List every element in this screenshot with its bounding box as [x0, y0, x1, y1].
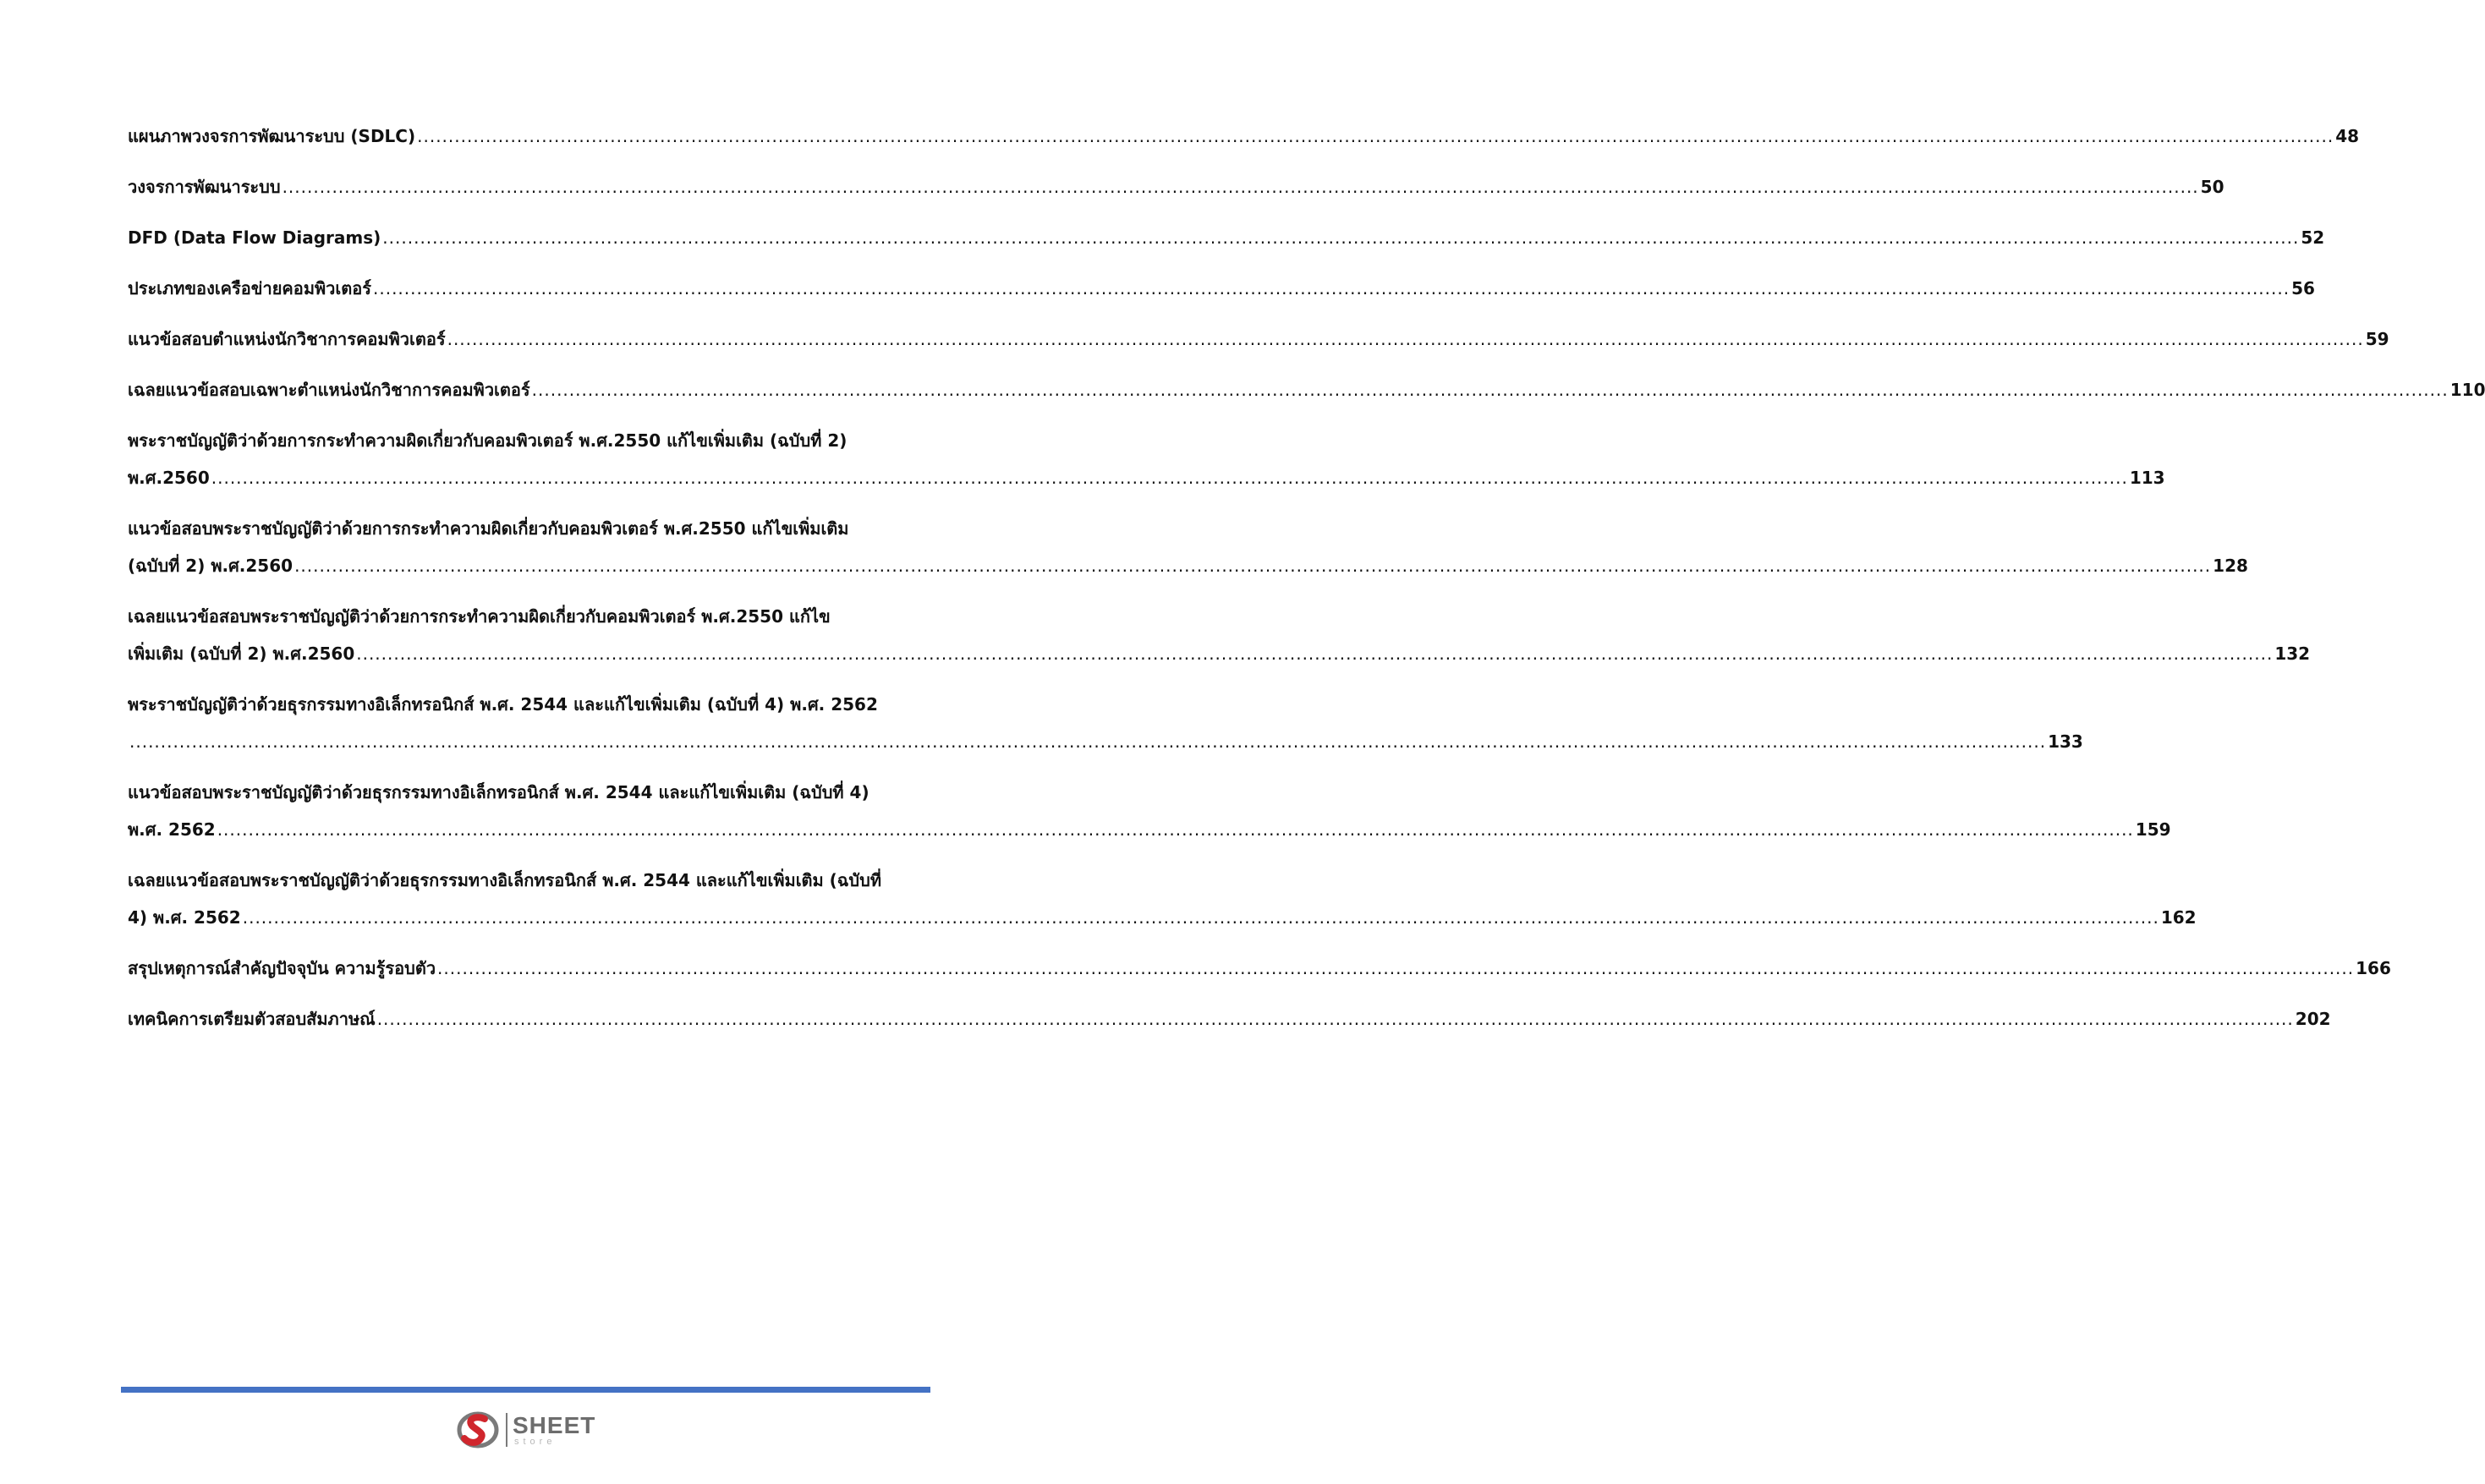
toc-entry-page: 50 — [2200, 177, 2224, 197]
toc-entry[interactable] — [128, 514, 2248, 602]
sheet-store-logo-mark-icon — [457, 1410, 499, 1450]
dot-leader — [437, 954, 2354, 983]
toc-entry[interactable] — [128, 325, 2389, 375]
toc-entry-page: 159 — [2135, 819, 2171, 840]
toc-entry-title: เทคนิคการเตรียมตัวสอบสัมภาษณ์ — [128, 1009, 376, 1029]
toc-entry-title: เพิ่มเติม (ฉบับที่ 2) พ.ศ.2560 — [128, 643, 355, 664]
toc-entry-title: (ฉบับที่ 2) พ.ศ.2560 — [128, 556, 293, 576]
dot-leader — [217, 815, 2134, 844]
toc-entry[interactable] — [128, 375, 2485, 426]
toc-entry-title-line: พระราชบัญญัติว่าด้วยธุรกรรมทางอิเล็กทรอนิกส์ พ.ศ. 2544 และแก้ไขเพิ่มเติม (ฉบับที่ 4) พ.ศ. 2562 — [128, 694, 878, 715]
toc-entry-title-line: เฉลยแนวข้อสอบพระราชบัญญัติว่าด้วยการกระทำความผิดเกี่ยวกับคอมพิวเตอร์ พ.ศ.2550 แก้ไข — [128, 606, 831, 627]
toc-entry-title-line: แนวข้อสอบพระราชบัญญัติว่าด้วยการกระทำความผิดเกี่ยวกับคอมพิวเตอร์ พ.ศ.2550 แก้ไขเพิ่มเติม — [128, 518, 849, 539]
dot-leader — [356, 639, 2273, 668]
toc-entry-title: 4) พ.ศ. 2562 — [128, 907, 241, 928]
toc-entry-title-line: พระราชบัญญัติว่าด้วยการกระทำความผิดเกี่ยวกับคอมพิวเตอร์ พ.ศ.2550 แก้ไขเพิ่มเติม (ฉบับที่ 2) — [128, 430, 848, 451]
toc-entry[interactable] — [128, 602, 2311, 690]
toc-entry[interactable] — [128, 223, 2325, 274]
toc-entry-title: พ.ศ.2560 — [128, 468, 210, 488]
toc-entry-page: 202 — [2295, 1009, 2331, 1029]
toc-entry-title: แผนภาพวงจรการพัฒนาระบบ (SDLC) — [128, 126, 416, 146]
toc-entry[interactable] — [128, 690, 2083, 778]
dot-leader — [243, 903, 2159, 932]
toc-entry[interactable] — [128, 1005, 2331, 1055]
toc-entry-title-line: แนวข้อสอบพระราชบัญญัติว่าด้วยธุรกรรมทางอิเล็กทรอนิกส์ พ.ศ. 2544 และแก้ไขเพิ่มเติม (ฉบับที่ 4) — [128, 782, 869, 802]
toc-entry[interactable] — [128, 954, 2391, 1005]
toc-entry[interactable] — [128, 426, 2165, 514]
toc-entry-title: DFD (Data Flow Diagrams) — [128, 227, 381, 248]
footer-divider — [121, 1387, 930, 1393]
toc-entry-page: 113 — [2129, 468, 2165, 488]
toc-entry-title: สรุปเหตุการณ์สำคัญปัจจุบัน ความรู้รอบตัว — [128, 958, 436, 978]
toc-entry-page: 59 — [2365, 329, 2389, 349]
toc-entry-title: เฉลยแนวข้อสอบเฉพาะตำแหน่งนักวิชาการคอมพิวเตอร์ — [128, 380, 530, 400]
toc-entry-page: 110 — [2449, 380, 2485, 400]
toc-entry-page: 128 — [2213, 556, 2248, 576]
logo-word: SHEET — [513, 1411, 596, 1438]
toc-entry-page: 133 — [2048, 731, 2083, 752]
toc-entry-title: ประเภทของเครือข่ายคอมพิวเตอร์ — [128, 278, 371, 298]
dot-leader — [417, 122, 2334, 151]
dot-leader — [211, 463, 2128, 492]
logo-divider — [506, 1413, 507, 1447]
dot-leader — [377, 1005, 2294, 1033]
toc-entry[interactable] — [128, 122, 2360, 172]
table-of-contents — [128, 122, 2485, 1055]
toc-entry-page: 166 — [2356, 958, 2391, 978]
dot-leader — [129, 727, 2046, 756]
toc-entry-page: 162 — [2160, 907, 2197, 928]
toc-entry-page: 132 — [2274, 643, 2311, 664]
toc-entry[interactable] — [128, 778, 2171, 866]
toc-entry-page: 56 — [2291, 278, 2315, 298]
sheet-store-logo — [457, 1410, 595, 1450]
dot-leader — [373, 274, 2290, 303]
toc-entry-page: 52 — [2301, 227, 2325, 248]
dot-leader — [447, 325, 2364, 353]
toc-entry-title: แนวข้อสอบตำแหน่งนักวิชาการคอมพิวเตอร์ — [128, 329, 446, 349]
dot-leader — [283, 172, 2199, 201]
toc-entry-page: 48 — [2335, 126, 2360, 146]
toc-entry[interactable] — [128, 172, 2224, 223]
toc-entry[interactable] — [128, 274, 2315, 325]
toc-entry-title: พ.ศ. 2562 — [128, 819, 216, 840]
toc-entry-title: วงจรการพัฒนาระบบ — [128, 177, 281, 197]
toc-entry-title-line: เฉลยแนวข้อสอบพระราชบัญญัติว่าด้วยธุรกรรมทางอิเล็กทรอนิกส์ พ.ศ. 2544 และแก้ไขเพิ่มเติม (ฉบับที่ — [128, 870, 882, 890]
logo-subword: store — [514, 1436, 557, 1447]
dot-leader — [382, 223, 2299, 252]
logo-wordmark — [513, 1411, 596, 1447]
dot-leader — [532, 375, 2449, 404]
toc-entry[interactable] — [128, 866, 2197, 954]
dot-leader — [294, 551, 2211, 580]
